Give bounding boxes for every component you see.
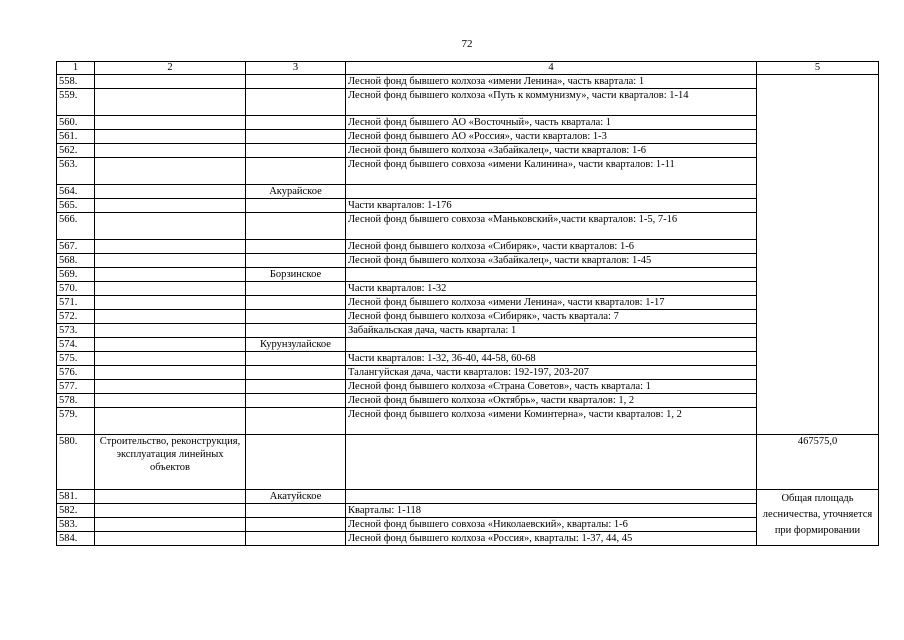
table-row (57, 490, 879, 504)
description-cell: Лесной фонд бывшего совхоза «Николаевский», кварталы: 1-6 (346, 518, 757, 532)
district-cell (246, 310, 346, 324)
header-cell: 2 (95, 62, 246, 75)
purpose-cell (95, 75, 246, 89)
row-number: 561. (57, 130, 95, 144)
district-cell (246, 296, 346, 310)
row-number: 576. (57, 366, 95, 380)
description-cell: Лесной фонд бывшего совхоза «имени Калинина», части кварталов: 1-11 (346, 158, 757, 185)
row-number: 567. (57, 240, 95, 254)
district-cell (246, 504, 346, 518)
district-cell (246, 408, 346, 435)
row-number: 571. (57, 296, 95, 310)
purpose-cell (95, 532, 246, 546)
table-row (57, 185, 879, 199)
description-cell: Лесной фонд бывшего АО «Россия», части кварталов: 1-3 (346, 130, 757, 144)
description-cell: Части кварталов: 1-32 (346, 282, 757, 296)
row-number: 575. (57, 352, 95, 366)
row-number: 565. (57, 199, 95, 213)
purpose-cell (95, 268, 246, 282)
district-cell (246, 213, 346, 240)
table-row (57, 408, 879, 435)
area-note: Общая площадь лесничества, уточняется при формировании (757, 490, 879, 546)
district-cell (246, 435, 346, 490)
row-number: 583. (57, 518, 95, 532)
row-number: 563. (57, 158, 95, 185)
area-cell-empty (757, 75, 879, 435)
description-cell (346, 490, 757, 504)
table-row (57, 338, 879, 352)
purpose-cell (95, 296, 246, 310)
district-cell: Акурайское (246, 185, 346, 199)
table-row (57, 366, 879, 380)
district-cell (246, 116, 346, 130)
purpose-cell (95, 380, 246, 394)
table-row (57, 254, 879, 268)
description-cell: Лесной фонд бывшего колхоза «имени Коминтерна», части кварталов: 1, 2 (346, 408, 757, 435)
table-row (57, 352, 879, 366)
district-cell (246, 352, 346, 366)
district-cell (246, 532, 346, 546)
header-cell: 5 (757, 62, 879, 75)
table-row (57, 394, 879, 408)
description-cell: Лесной фонд бывшего колхоза «Октябрь», части кварталов: 1, 2 (346, 394, 757, 408)
table-row (57, 75, 879, 89)
district-cell (246, 282, 346, 296)
purpose-cell (95, 518, 246, 532)
description-cell: Части кварталов: 1-32, 36-40, 44-58, 60-68 (346, 352, 757, 366)
row-number: 564. (57, 185, 95, 199)
district-cell (246, 130, 346, 144)
table-row (57, 282, 879, 296)
table-row (57, 296, 879, 310)
district-cell (246, 75, 346, 89)
row-number: 562. (57, 144, 95, 158)
district-cell (246, 199, 346, 213)
table-row (57, 532, 879, 546)
table-row (57, 518, 879, 532)
table-row (57, 116, 879, 130)
description-cell: Лесной фонд бывшего колхоза «Путь к коммунизму», части кварталов: 1-14 (346, 89, 757, 116)
row-number: 566. (57, 213, 95, 240)
description-cell (346, 338, 757, 352)
purpose-cell (95, 282, 246, 296)
purpose-cell (95, 130, 246, 144)
header-cell: 3 (246, 62, 346, 75)
description-cell: Лесной фонд бывшего АО «Восточный», часть квартала: 1 (346, 116, 757, 130)
row-number: 568. (57, 254, 95, 268)
forest-registry-table (56, 61, 879, 546)
table-row (57, 435, 879, 490)
description-cell: Части кварталов: 1-176 (346, 199, 757, 213)
purpose-cell (95, 490, 246, 504)
table-row (57, 144, 879, 158)
row-number: 572. (57, 310, 95, 324)
description-cell (346, 185, 757, 199)
purpose-cell (95, 504, 246, 518)
row-number: 560. (57, 116, 95, 130)
row-number: 559. (57, 89, 95, 116)
header-cell: 1 (57, 62, 95, 75)
district-cell: Акатуйское (246, 490, 346, 504)
description-cell (346, 268, 757, 282)
district-cell (246, 324, 346, 338)
row-number: 577. (57, 380, 95, 394)
purpose-cell (95, 324, 246, 338)
table-row (57, 213, 879, 240)
district-cell (246, 518, 346, 532)
table-row (57, 504, 879, 518)
purpose-cell (95, 144, 246, 158)
district-cell (246, 89, 346, 116)
table-row (57, 158, 879, 185)
district-cell (246, 394, 346, 408)
description-cell: Лесной фонд бывшего колхоза «Россия», кварталы: 1-37, 44, 45 (346, 532, 757, 546)
district-cell (246, 380, 346, 394)
table-row (57, 199, 879, 213)
district-cell (246, 240, 346, 254)
row-number: 573. (57, 324, 95, 338)
purpose-cell (95, 185, 246, 199)
district-cell (246, 254, 346, 268)
purpose-cell (95, 352, 246, 366)
row-number: 579. (57, 408, 95, 435)
purpose-cell (95, 158, 246, 185)
row-number: 578. (57, 394, 95, 408)
purpose-cell (95, 366, 246, 380)
district-cell (246, 158, 346, 185)
table-row (57, 324, 879, 338)
purpose-cell (95, 89, 246, 116)
description-cell: Лесной фонд бывшего колхоза «Сибиряк», части кварталов: 1-6 (346, 240, 757, 254)
table-row (57, 380, 879, 394)
district-cell (246, 144, 346, 158)
purpose-cell (95, 338, 246, 352)
purpose-cell (95, 310, 246, 324)
row-number: 580. (57, 435, 95, 490)
district-cell: Курунзулайское (246, 338, 346, 352)
row-number: 584. (57, 532, 95, 546)
table-row (57, 130, 879, 144)
purpose-cell (95, 116, 246, 130)
row-number: 574. (57, 338, 95, 352)
page-number: 72 (461, 38, 473, 50)
description-cell: Лесной фонд бывшего колхоза «Забайкалец», части кварталов: 1-45 (346, 254, 757, 268)
row-number: 570. (57, 282, 95, 296)
table-row (57, 89, 879, 116)
purpose-cell (95, 394, 246, 408)
district-cell (246, 366, 346, 380)
row-number: 558. (57, 75, 95, 89)
row-number: 582. (57, 504, 95, 518)
purpose-cell: Строительство, реконструкция, эксплуатация линейных объектов (95, 435, 246, 490)
description-cell: Лесной фонд бывшего колхоза «имени Ленина», части кварталов: 1-17 (346, 296, 757, 310)
purpose-cell (95, 408, 246, 435)
description-cell: Лесной фонд бывшего колхоза «Страна Советов», часть квартала: 1 (346, 380, 757, 394)
row-number: 569. (57, 268, 95, 282)
purpose-cell (95, 213, 246, 240)
purpose-cell (95, 240, 246, 254)
table-row (57, 268, 879, 282)
area-value: 467575,0 (757, 435, 879, 490)
description-cell: Талангуйская дача, части кварталов: 192-197, 203-207 (346, 366, 757, 380)
description-cell: Лесной фонд бывшего колхоза «Сибиряк», часть квартала: 7 (346, 310, 757, 324)
description-cell: Кварталы: 1-118 (346, 504, 757, 518)
description-cell (346, 435, 757, 490)
purpose-cell (95, 199, 246, 213)
table-row (57, 310, 879, 324)
table-row (57, 240, 879, 254)
purpose-cell (95, 254, 246, 268)
header-row (57, 62, 879, 75)
description-cell: Забайкальская дача, часть квартала: 1 (346, 324, 757, 338)
description-cell: Лесной фонд бывшего совхоза «Маньковский»,части кварталов: 1-5, 7-16 (346, 213, 757, 240)
row-number: 581. (57, 490, 95, 504)
description-cell: Лесной фонд бывшего колхоза «Забайкалец», части кварталов: 1-6 (346, 144, 757, 158)
district-cell: Борзинское (246, 268, 346, 282)
description-cell: Лесной фонд бывшего колхоза «имени Ленина», часть квартала: 1 (346, 75, 757, 89)
header-cell: 4 (346, 62, 757, 75)
